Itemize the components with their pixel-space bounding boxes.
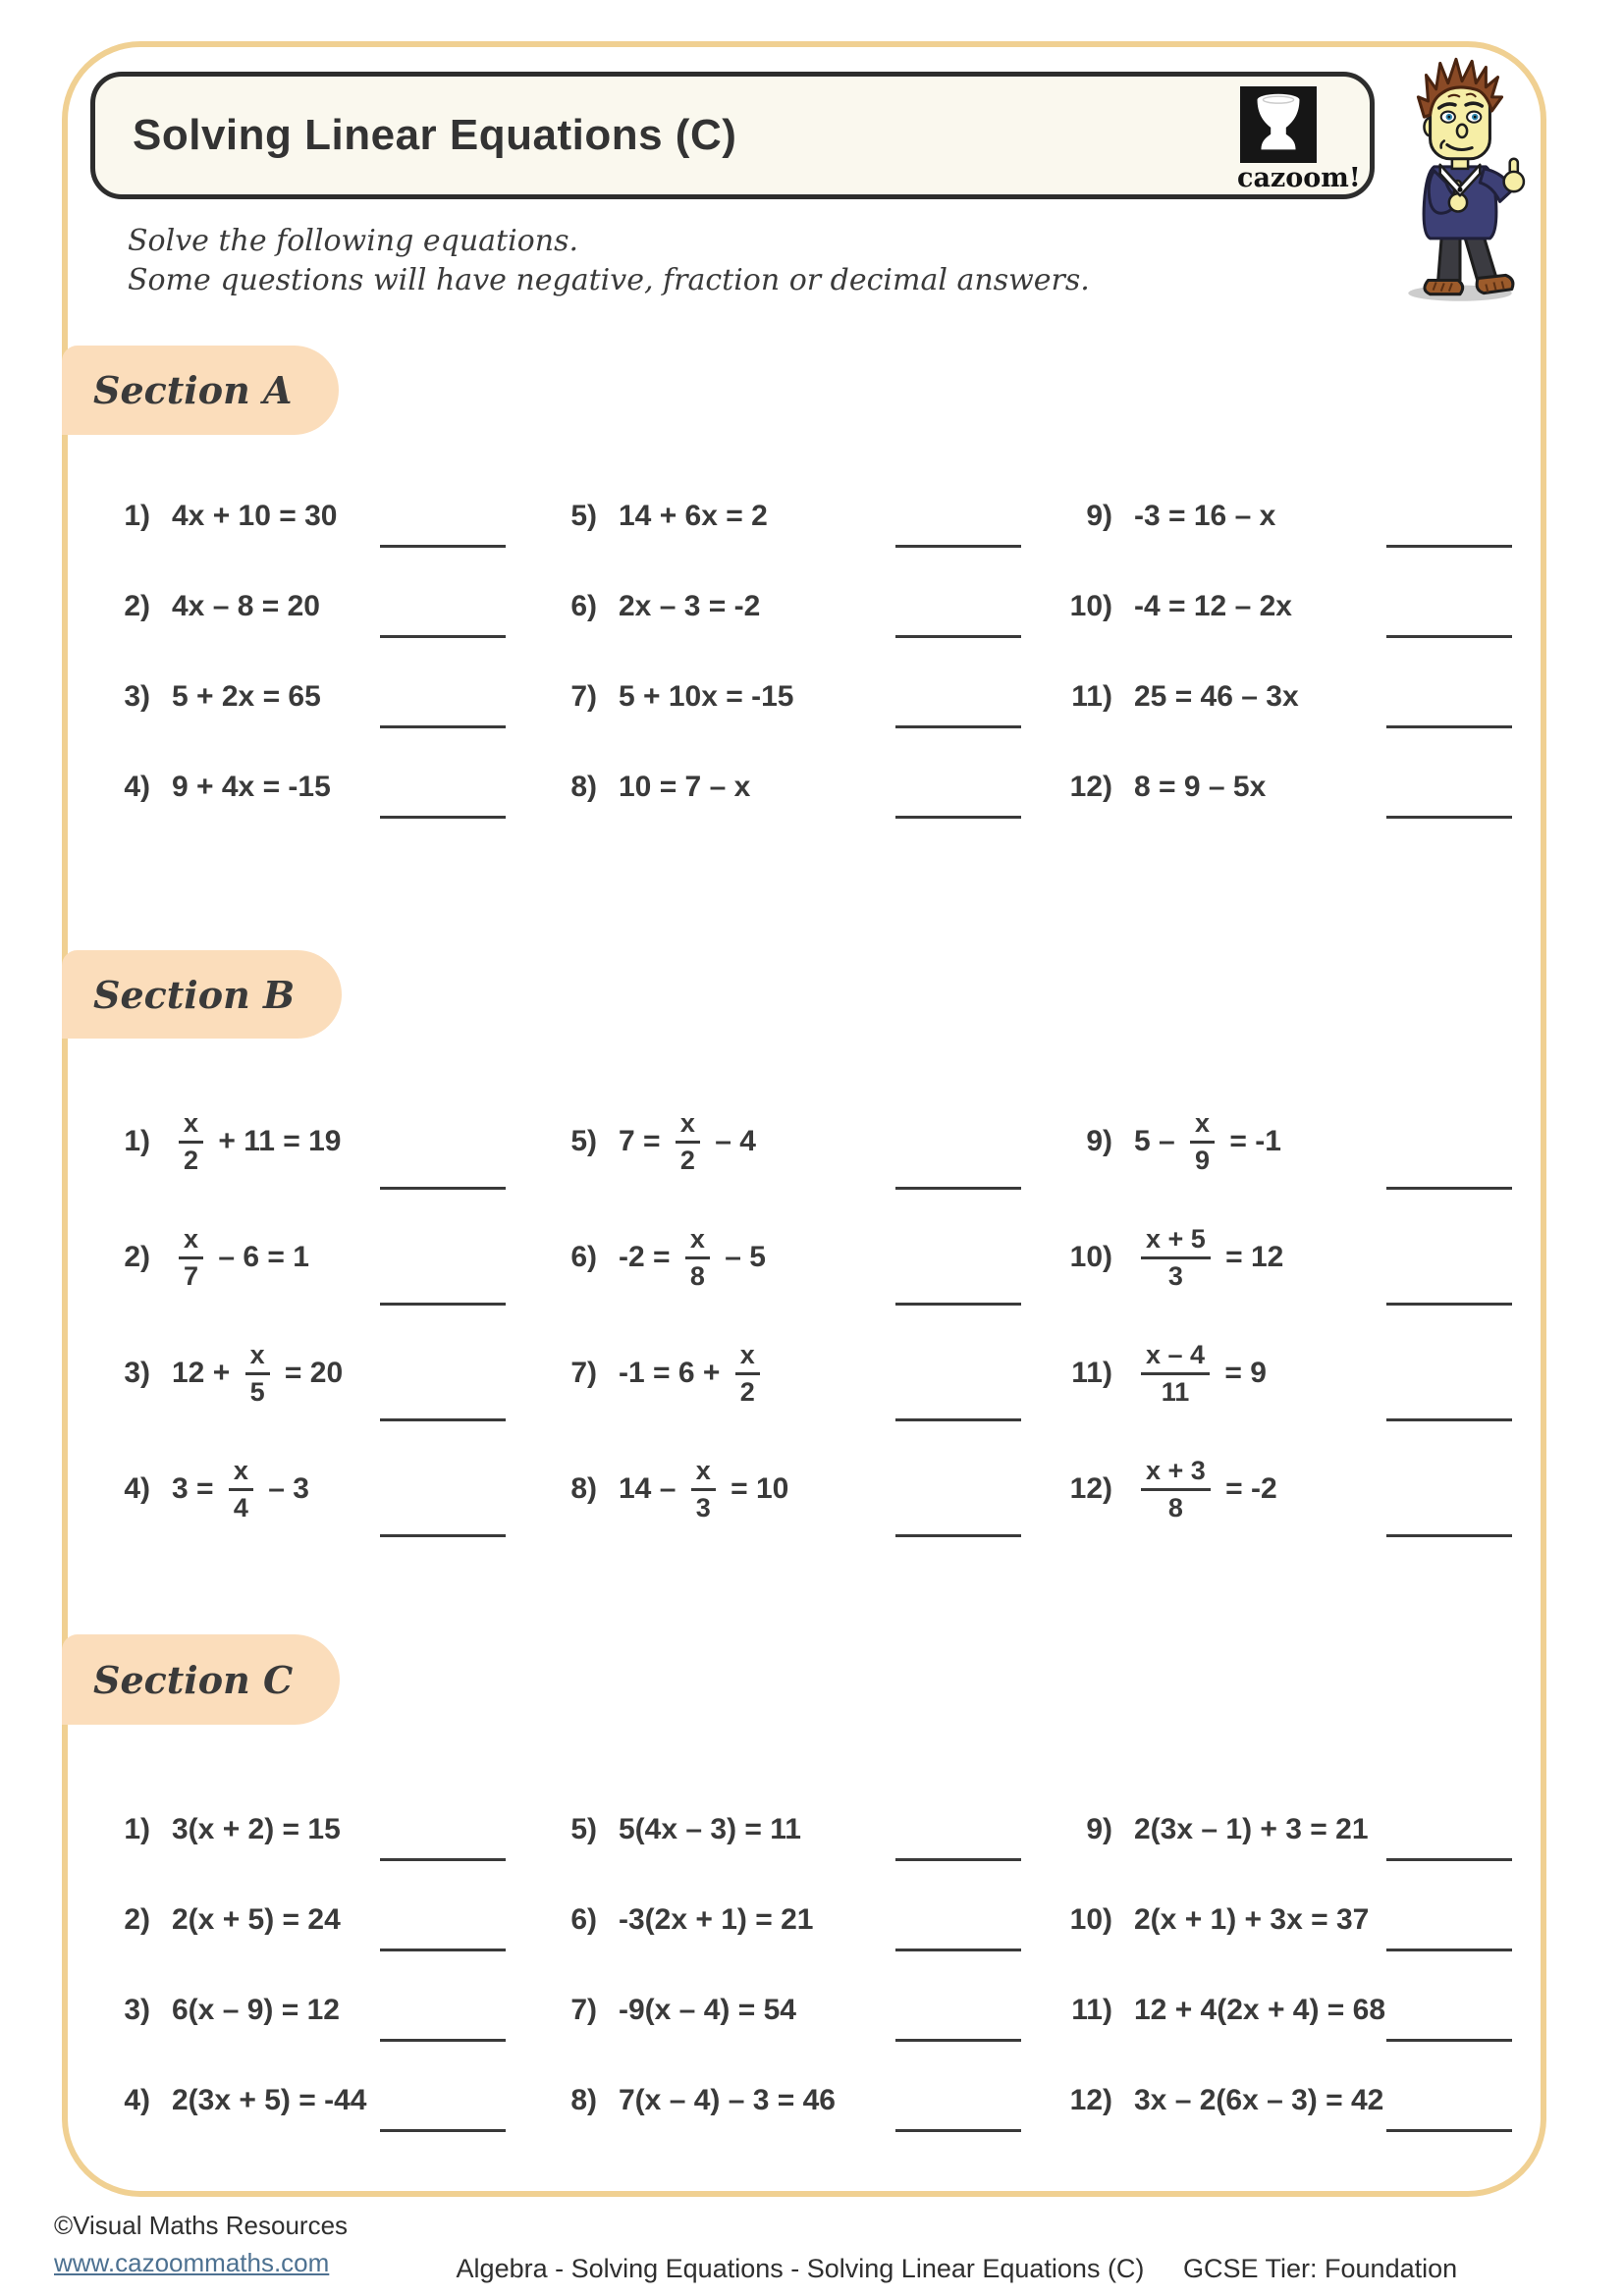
fraction [691,1457,716,1522]
question-row [540,2056,1056,2146]
question-row [93,1084,540,1200]
equation-text: = 20 [276,1357,344,1389]
title-bar [90,72,1375,199]
fraction-denominator: 3 [1167,1261,1183,1291]
fraction-numerator: x [245,1341,270,1375]
answer-blank [1386,1418,1512,1421]
question-row [540,1965,1056,2056]
equation [619,1457,788,1522]
fraction-numerator: x – 4 [1141,1341,1210,1375]
equation-text: = 12 [1217,1241,1284,1273]
question-row [93,742,540,832]
equation-text: 14 – [619,1472,684,1505]
question-number: 5) [570,1125,597,1157]
equation-text: 4x + 10 = 30 [172,500,338,532]
question-row [540,652,1056,742]
fraction-numerator: x [229,1457,253,1491]
footer-website-link[interactable]: www.cazoommaths.com [54,2248,330,2277]
equation [1134,500,1275,533]
question-number: 12) [1069,1472,1112,1505]
fraction [179,1109,203,1174]
equation [1134,590,1292,623]
equation-text: 2x – 3 = -2 [619,590,761,622]
equation [1134,1994,1385,2027]
equation [619,771,750,804]
equation-text: – 4 [706,1125,756,1157]
answer-blank [895,1534,1021,1537]
fraction-denominator: 2 [679,1146,695,1175]
answer-blank [380,1303,506,1306]
answer-blank [895,635,1021,638]
equation-text: 12 + [172,1357,239,1389]
question-number: 1) [124,1813,150,1845]
fraction [685,1225,710,1290]
fraction-denominator: 5 [249,1377,265,1407]
answer-blank [895,816,1021,819]
cazoom-drum-icon [1240,86,1317,163]
question-row [93,1785,540,1875]
answer-blank [895,2039,1021,2042]
question-row [1056,652,1546,742]
equation-text: 6(x – 9) = 12 [172,1994,340,2026]
equation [1134,1341,1267,1406]
fraction [1141,1341,1210,1406]
equation-text: 3(x + 2) = 15 [172,1813,341,1845]
equation-text: 5 + 10x = -15 [619,680,794,713]
question-row [1056,1875,1546,1965]
equation-text: 12 + 4(2x + 4) = 68 [1134,1994,1386,2026]
question-number: 11) [1071,1994,1112,2026]
equation [1134,2084,1383,2117]
question-number: 7) [570,1994,597,2026]
question-number: 8) [570,2084,597,2116]
question-row [1056,561,1546,652]
answer-blank [1386,1949,1512,1951]
answer-blank [895,1303,1021,1306]
equation-text: 2(x + 5) = 24 [172,1903,341,1936]
fraction-numerator: x [1190,1109,1215,1144]
question-row [93,1965,540,2056]
question-number: 6) [570,1903,597,1936]
fraction-numerator: x + 5 [1141,1225,1211,1259]
equation-text: 14 + 6x = 2 [619,500,768,532]
answer-blank [380,545,506,548]
section-label-a: Section A [62,346,339,435]
answer-blank [895,2129,1021,2132]
answer-blank [380,635,506,638]
answer-blank [1386,1534,1512,1537]
equation-text: + 11 = 19 [210,1125,342,1157]
footer-breadcrumb: Algebra - Solving Equations - Solving Linear Equations (C) [456,2254,1145,2283]
answer-blank [380,1949,506,1951]
equation-text: 10 = 7 – x [619,771,751,803]
answer-blank [1386,2129,1512,2132]
question-number: 9) [1086,1125,1112,1157]
answer-blank [380,1418,506,1421]
question-number: 6) [570,590,597,622]
equation-text: = -2 [1217,1472,1277,1505]
question-row [1056,1315,1546,1431]
fraction [1190,1109,1215,1174]
cazoom-logo [1237,86,1361,193]
answer-blank [380,1858,506,1861]
fraction-denominator: 2 [184,1146,199,1175]
equation-text: 2(x + 1) + 3x = 37 [1134,1903,1370,1936]
question-number: 10) [1069,590,1112,622]
equation-text: – 3 [259,1472,309,1505]
equation-text: = 9 [1217,1357,1267,1389]
section-label-c: Section C [62,1634,340,1725]
question-number: 1) [124,500,150,532]
equation [619,590,760,623]
equation [1134,1109,1281,1174]
answer-blank [1386,816,1512,819]
equation [619,500,768,533]
equation-text: 7 = [619,1125,669,1157]
equation [1134,1225,1283,1290]
equation [619,1903,813,1937]
equation-text: 5 – [1134,1125,1184,1157]
question-number: 9) [1086,1813,1112,1845]
question-row [1056,1200,1546,1315]
question-number: 11) [1071,680,1112,713]
equation [172,1994,340,2027]
fraction-denominator: 2 [739,1377,755,1407]
fraction [245,1341,270,1406]
footer-copyright: ©Visual Maths Resources [54,2211,349,2240]
equation [1134,1903,1369,1937]
question-row [540,1084,1056,1200]
equation [172,2084,366,2117]
question-row [93,1431,540,1547]
instructions [128,222,1090,300]
question-number: 10) [1069,1241,1112,1273]
question-row [1056,742,1546,832]
question-row [540,1875,1056,1965]
fraction-denominator: 8 [689,1261,705,1291]
fraction-denominator: 11 [1161,1377,1190,1407]
question-number: 9) [1086,500,1112,532]
instructions-line-2: Some questions will have negative, fraction or decimal answers. [128,263,1090,297]
question-row [93,1200,540,1315]
answer-blank [1386,1858,1512,1861]
question-number: 10) [1069,1903,1112,1936]
equation [172,1109,342,1174]
question-row [1056,2056,1546,2146]
question-row [93,652,540,742]
equation-text: 5 + 2x = 65 [172,680,321,713]
question-number: 3) [124,1994,150,2026]
question-number: 1) [124,1125,150,1157]
answer-blank [895,725,1021,728]
equation [619,2084,836,2117]
equation [172,590,320,623]
question-row [540,561,1056,652]
fraction-numerator: x [735,1341,760,1375]
question-row [93,1315,540,1431]
equation [1134,680,1299,714]
question-row [540,471,1056,561]
equation-text: 7(x – 4) – 3 = 46 [619,2084,836,2116]
fraction-numerator: x [676,1109,700,1144]
question-row [93,2056,540,2146]
fraction-numerator: x [685,1225,710,1259]
question-row [540,742,1056,832]
equation [172,1457,309,1522]
equation-text: -2 = [619,1241,678,1273]
fraction-numerator: x + 3 [1141,1457,1211,1491]
equation-text: = 10 [722,1472,789,1505]
question-number: 4) [124,771,150,803]
question-number: 5) [570,500,597,532]
answer-blank [895,1858,1021,1861]
equation-text: -4 = 12 – 2x [1134,590,1292,622]
fraction-denominator: 7 [184,1261,199,1291]
question-row [1056,471,1546,561]
equation [1134,1457,1277,1522]
fraction-denominator: 3 [695,1493,711,1522]
fraction [676,1109,700,1174]
answer-blank [1386,1303,1512,1306]
fraction [179,1225,203,1290]
equation-text: = -1 [1221,1125,1281,1157]
question-number: 7) [570,1357,597,1389]
equation-text: – 6 = 1 [210,1241,309,1273]
question-number: 6) [570,1241,597,1273]
answer-blank [380,725,506,728]
answer-blank [380,1187,506,1190]
equation [172,1903,341,1937]
equation [172,1813,341,1846]
mascot-boy-illustration [1390,53,1530,302]
equation [619,1225,766,1290]
answer-blank [895,1949,1021,1951]
question-number: 3) [124,1357,150,1389]
fraction [735,1341,760,1406]
equation-text: -3 = 16 – x [1134,500,1276,532]
equation-text: 3 = [172,1472,222,1505]
answer-blank [895,1187,1021,1190]
equation-text: 8 = 9 – 5x [1134,771,1267,803]
equation [619,1994,796,2027]
equation-text: 2(3x + 5) = -44 [172,2084,367,2116]
page-title: Solving Linear Equations (C) [133,111,737,159]
question-number: 11) [1071,1357,1112,1389]
question-row [1056,1084,1546,1200]
fraction [229,1457,253,1522]
equation [172,1225,309,1290]
answer-blank [380,816,506,819]
fraction [1141,1225,1211,1290]
instructions-line-1: Solve the following equations. [128,224,578,258]
answer-blank [380,1534,506,1537]
fraction-numerator: x [179,1225,203,1259]
question-number: 12) [1069,2084,1112,2116]
equation [172,1341,343,1406]
section-c-questions [93,1785,1546,2146]
equation-text: 25 = 46 – 3x [1134,680,1299,713]
question-number: 4) [124,1472,150,1505]
answer-blank [895,545,1021,548]
equation [619,1109,756,1174]
question-number: 7) [570,680,597,713]
fraction-denominator: 4 [233,1493,248,1522]
answer-blank [380,2039,506,2042]
fraction-numerator: x [179,1109,203,1144]
equation-text: -1 = 6 + [619,1357,729,1389]
question-row [540,1785,1056,1875]
equation [619,680,793,714]
question-row [540,1315,1056,1431]
fraction [1141,1457,1211,1522]
question-row [540,1200,1056,1315]
footer-tier: GCSE Tier: Foundation [1183,2254,1458,2283]
answer-blank [1386,545,1512,548]
equation-text: – 5 [716,1241,766,1273]
question-number: 2) [124,590,150,622]
equation-text: 3x – 2(6x – 3) = 42 [1134,2084,1384,2116]
section-label-b: Section B [62,950,342,1039]
equation-text: 4x – 8 = 20 [172,590,320,622]
fraction-denominator: 9 [1195,1146,1211,1175]
question-row [540,1431,1056,1547]
cazoom-logo-text: cazoom! [1237,163,1361,193]
equation [619,1341,767,1406]
question-number: 2) [124,1903,150,1936]
answer-blank [895,1418,1021,1421]
fraction-denominator: 8 [1167,1493,1183,1522]
equation [172,500,338,533]
equation [172,771,331,804]
question-number: 3) [124,680,150,713]
section-b-questions [93,1084,1546,1547]
equation-text: 2(3x – 1) + 3 = 21 [1134,1813,1369,1845]
equation [1134,771,1266,804]
equation-text: -3(2x + 1) = 21 [619,1903,814,1936]
equation [1134,1813,1369,1846]
question-row [1056,1785,1546,1875]
question-number: 8) [570,771,597,803]
section-a-questions [93,471,1546,832]
question-row [93,471,540,561]
equation [619,1813,801,1846]
answer-blank [1386,635,1512,638]
fraction-numerator: x [691,1457,716,1491]
question-number: 2) [124,1241,150,1273]
question-number: 8) [570,1472,597,1505]
equation-text: 9 + 4x = -15 [172,771,331,803]
question-row [1056,1965,1546,2056]
answer-blank [1386,725,1512,728]
question-number: 12) [1069,771,1112,803]
equation [172,680,321,714]
question-row [93,1875,540,1965]
equation-text: -9(x – 4) = 54 [619,1994,796,2026]
question-row [1056,1431,1546,1547]
question-number: 4) [124,2084,150,2116]
question-row [93,561,540,652]
equation-text: 5(4x – 3) = 11 [619,1813,801,1845]
question-number: 5) [570,1813,597,1845]
answer-blank [1386,2039,1512,2042]
answer-blank [1386,1187,1512,1190]
answer-blank [380,2129,506,2132]
